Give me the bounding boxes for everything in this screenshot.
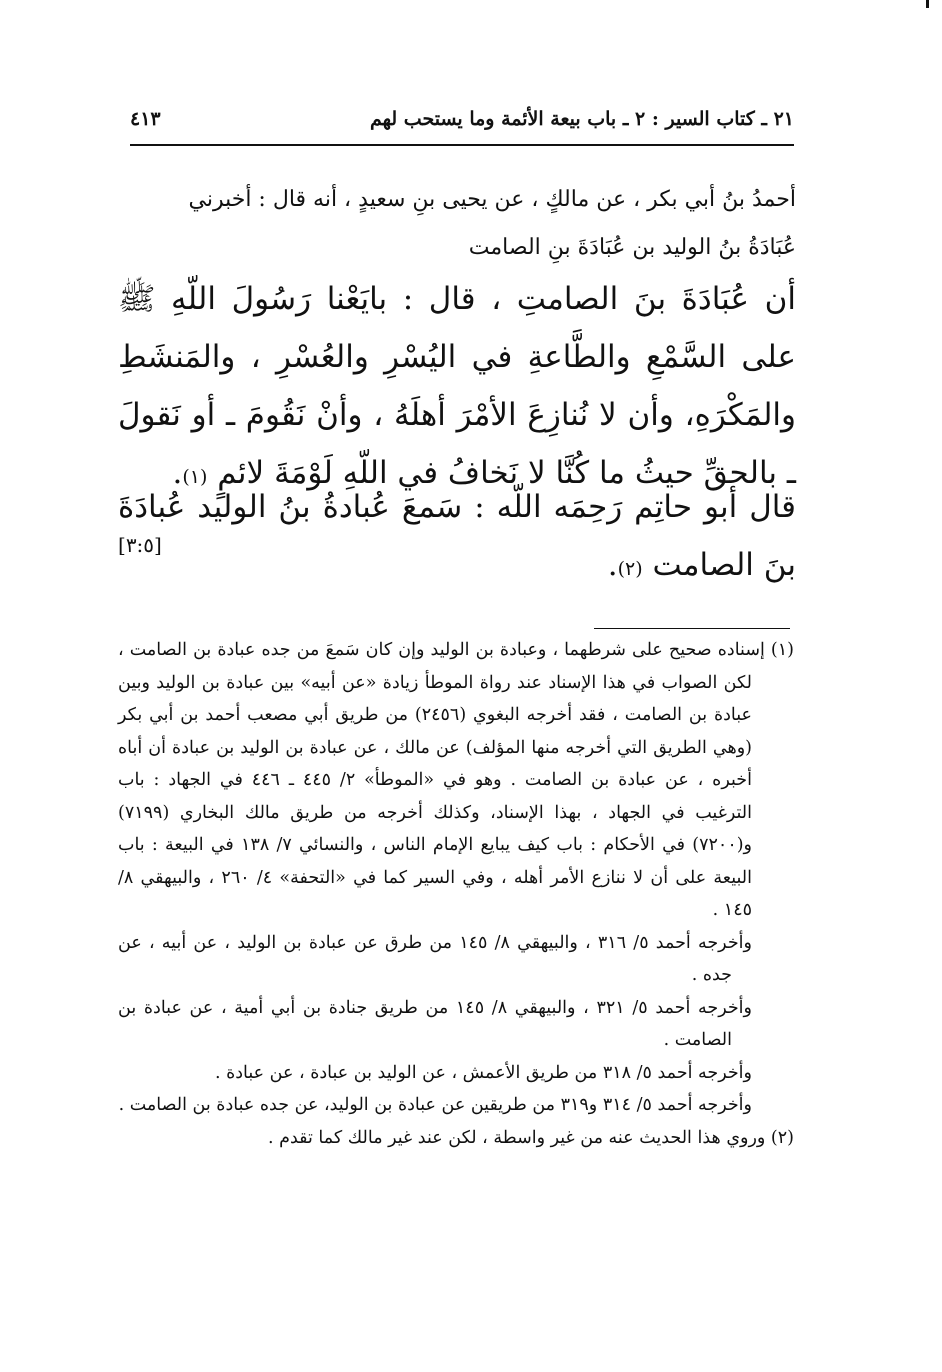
comment-body: قال أبو حاتِم رَحِمَه اللّه : سَمعَ عُبادةُ بنُ الوليد عُبادَةَ بنَ الصامت — [118, 489, 796, 583]
footnote-1-extra-2: وأخرجه أحمد ٥/ ٣٢١ ، والبيهقي ٨/ ١٤٥ من طريق جنادة بن أبي أمية ، عن عبادة بن الصامت . — [118, 997, 752, 1050]
hadith-text — [118, 270, 796, 506]
footnote-ref-2: (٢) — [617, 558, 643, 580]
isnad-line-2: عُبَادَةُ بنُ الوليد بن عُبَادَةَ بنِ الصامت — [468, 235, 796, 260]
chapter-title: ٢١ ـ كتاب السير : ٢ ـ باب بيعة الأئمة وما يستحب لهم — [370, 108, 794, 130]
isnad-line-1: أحمدُ بنُ أبي بكر ، عن مالكٍ ، عن يحيى بنِ سعيدٍ ، أنه قال : أخبرني — [188, 187, 796, 212]
footnote-1-extra-1: وأخرجه أحمد ٥/ ٣١٦ ، والبيهقي ٨/ ١٤٥ من طرق عن عبادة بن الوليد ، عن أبيه ، عن جده . — [118, 932, 752, 985]
comment-paragraph — [118, 478, 796, 598]
volume-reference: [٣:٥] — [118, 533, 162, 557]
page-number: ٤١٣ — [130, 108, 161, 130]
footnote-1-extra-4: وأخرجه أحمد ٥/ ٣١٤ و٣١٩ من طريقين عن عبادة بن الوليد، عن جده عبادة بن الصامت . — [118, 1095, 752, 1115]
header-divider — [130, 144, 794, 146]
abu-hatim-comment — [118, 478, 796, 598]
comment-end-mark: . — [607, 547, 618, 583]
footnote-divider — [594, 628, 790, 629]
footnote-1-extra-3: وأخرجه أحمد ٥/ ٣١٨ من طريق الأعمش ، عن الوليد بن عبادة ، عن عبادة . — [214, 1062, 752, 1083]
footnote-2: (٢) وروي هذا الحديث عنه من غير واسطة ، لكن عند غير مالك كما تقدم . — [268, 1127, 794, 1148]
footnote-1: (١) إسناده صحيح على شرطهما ، وعبادة بن الوليد وإن كان سَمعَ من جده عبادة بن الصامت ، لكن الصواب في هذا الإسناد عند رواة الموطأ زيادة «عن أبيه» بين عبادة بن الوليد وبين عبادة بن الصامت ، فقد أخرجه البغوي (٢٤٥٦) من طريق أبي مصعب أحمد بن أبي بكر (وهي الطريق التي أخرجه منها المؤلف) عن مالك ، عن عبادة بن الوليد بن عبادة أن أباه أخبره ، عن عبادة بن الصامت . وهو في «الموطأ» ٢/ ٤٤٥ ـ ٤٤٦ في الجهاد : باب الترغيب في الجهاد ، بهذا الإسناد، وكذلك أخرجه من طريق مالك البخاري (٧١٩٩) و(٧٢٠٠) في الأحكام : باب كيف يبايع الإمام الناس ، والنسائي ٧/ ١٣٨ في البيعة : باب البيعة على أن لا ننازع الأمر أهله ، وفي السير كما في «التحفة» ٤/ ٢٦٠ ، والبيهقي ٨/ ١٤٥ . — [118, 640, 794, 920]
hadith-paragraph — [118, 270, 796, 506]
hadith-body: أن عُبَادَةَ بنَ الصامتِ ، قال : بايَعْنا رَسُولَ اللّهِ ﷺ على السَّمْعِ والطَّاعةِ في اليُسْرِ والعُسْرِ ، والمَنشَطِ والمَكْرَهِ، وأن لا نُنازِعَ الأمْرَ أهلَهُ ، وأنْ نَقُومَ ـ أو نَقولَ ـ بالحقِّ حيثُ ما كُنَّا لا نَخافُ في اللّهِ لَوْمَةَ لائمٍ — [118, 281, 796, 491]
isnad-chain — [128, 176, 796, 272]
footnote-ref-1: (١) — [182, 466, 208, 488]
running-header — [130, 108, 794, 142]
footnotes — [118, 634, 794, 1154]
hadith-end-mark: . — [172, 455, 183, 491]
scan-mark — [926, 0, 929, 8]
